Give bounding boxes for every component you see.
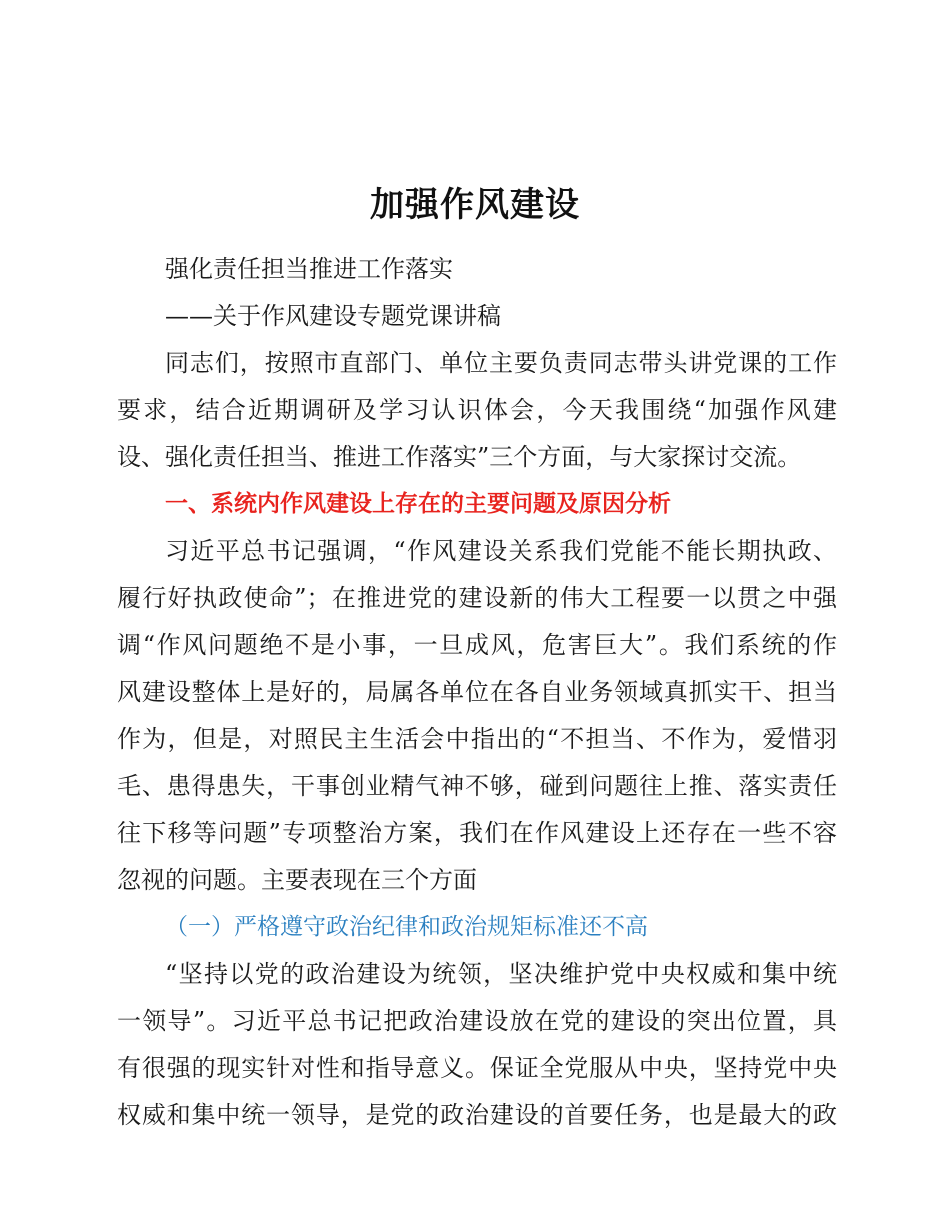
paragraph1-line: 同志们，按照市直部门、单位主要负责同志带头讲党课的工作 [165, 349, 837, 377]
paragraph2-line: 习近平总书记强调，“作风建设关系我们党能不能长期执政、 [165, 537, 837, 565]
paragraph2-line: 调“作风问题绝不是小事，一旦成风，危害巨大”。我们系统的作 [117, 631, 837, 659]
paragraph3-line: 有很强的现实针对性和指导意义。保证全党服从中央，坚持党中央 [117, 1054, 837, 1082]
subtitle: 强化责任担当推进工作落实 [165, 255, 453, 283]
paragraph1-line: 设、强化责任担当、推进工作落实”三个方面，与大家探讨交流。 [117, 443, 802, 471]
paragraph2-line: 往下移等问题”专项整治方案，我们在作风建设上还存在一些不容 [117, 819, 837, 847]
document-body [117, 246, 837, 1139]
paragraph2-line: 履行好执政使命”；在推进党的建设新的伟大工程要一以贯之中强 [117, 584, 837, 612]
paragraph3-line: 一领导”。习近平总书记把政治建设放在党的建设的突出位置，具 [117, 1007, 837, 1035]
paragraph1-line: 要求，结合近期调研及学习认识体会，今天我围绕“加强作风建 [117, 396, 837, 424]
paragraph3-line: “坚持以党的政治建设为统领，坚决维护党中央权威和集中统 [165, 960, 837, 988]
paragraph2-line: 风建设整体上是好的，局属各单位在各自业务领域真抓实干、担当 [117, 678, 837, 706]
section-heading-2: （一）严格遵守政治纪律和政治规矩标准还不高 [165, 914, 648, 940]
paragraph2-line: 作为，但是，对照民主生活会中指出的“不担当、不作为，爱惜羽 [117, 725, 837, 753]
paragraph3-line: 权威和集中统一领导，是党的政治建设的首要任务，也是最大的政 [117, 1101, 837, 1129]
page-title: 加强作风建设 [370, 185, 580, 225]
section-heading-1: 一、系统内作风建设上存在的主要问题及原因分析 [165, 491, 671, 517]
subtitle-lecture: ——关于作风建设专题党课讲稿 [165, 302, 501, 330]
paragraph2-line: 忽视的问题。主要表现在三个方面 [117, 866, 477, 894]
paragraph2-line: 毛、患得患失，干事创业精气神不够，碰到问题往上推、落实责任 [117, 772, 837, 800]
